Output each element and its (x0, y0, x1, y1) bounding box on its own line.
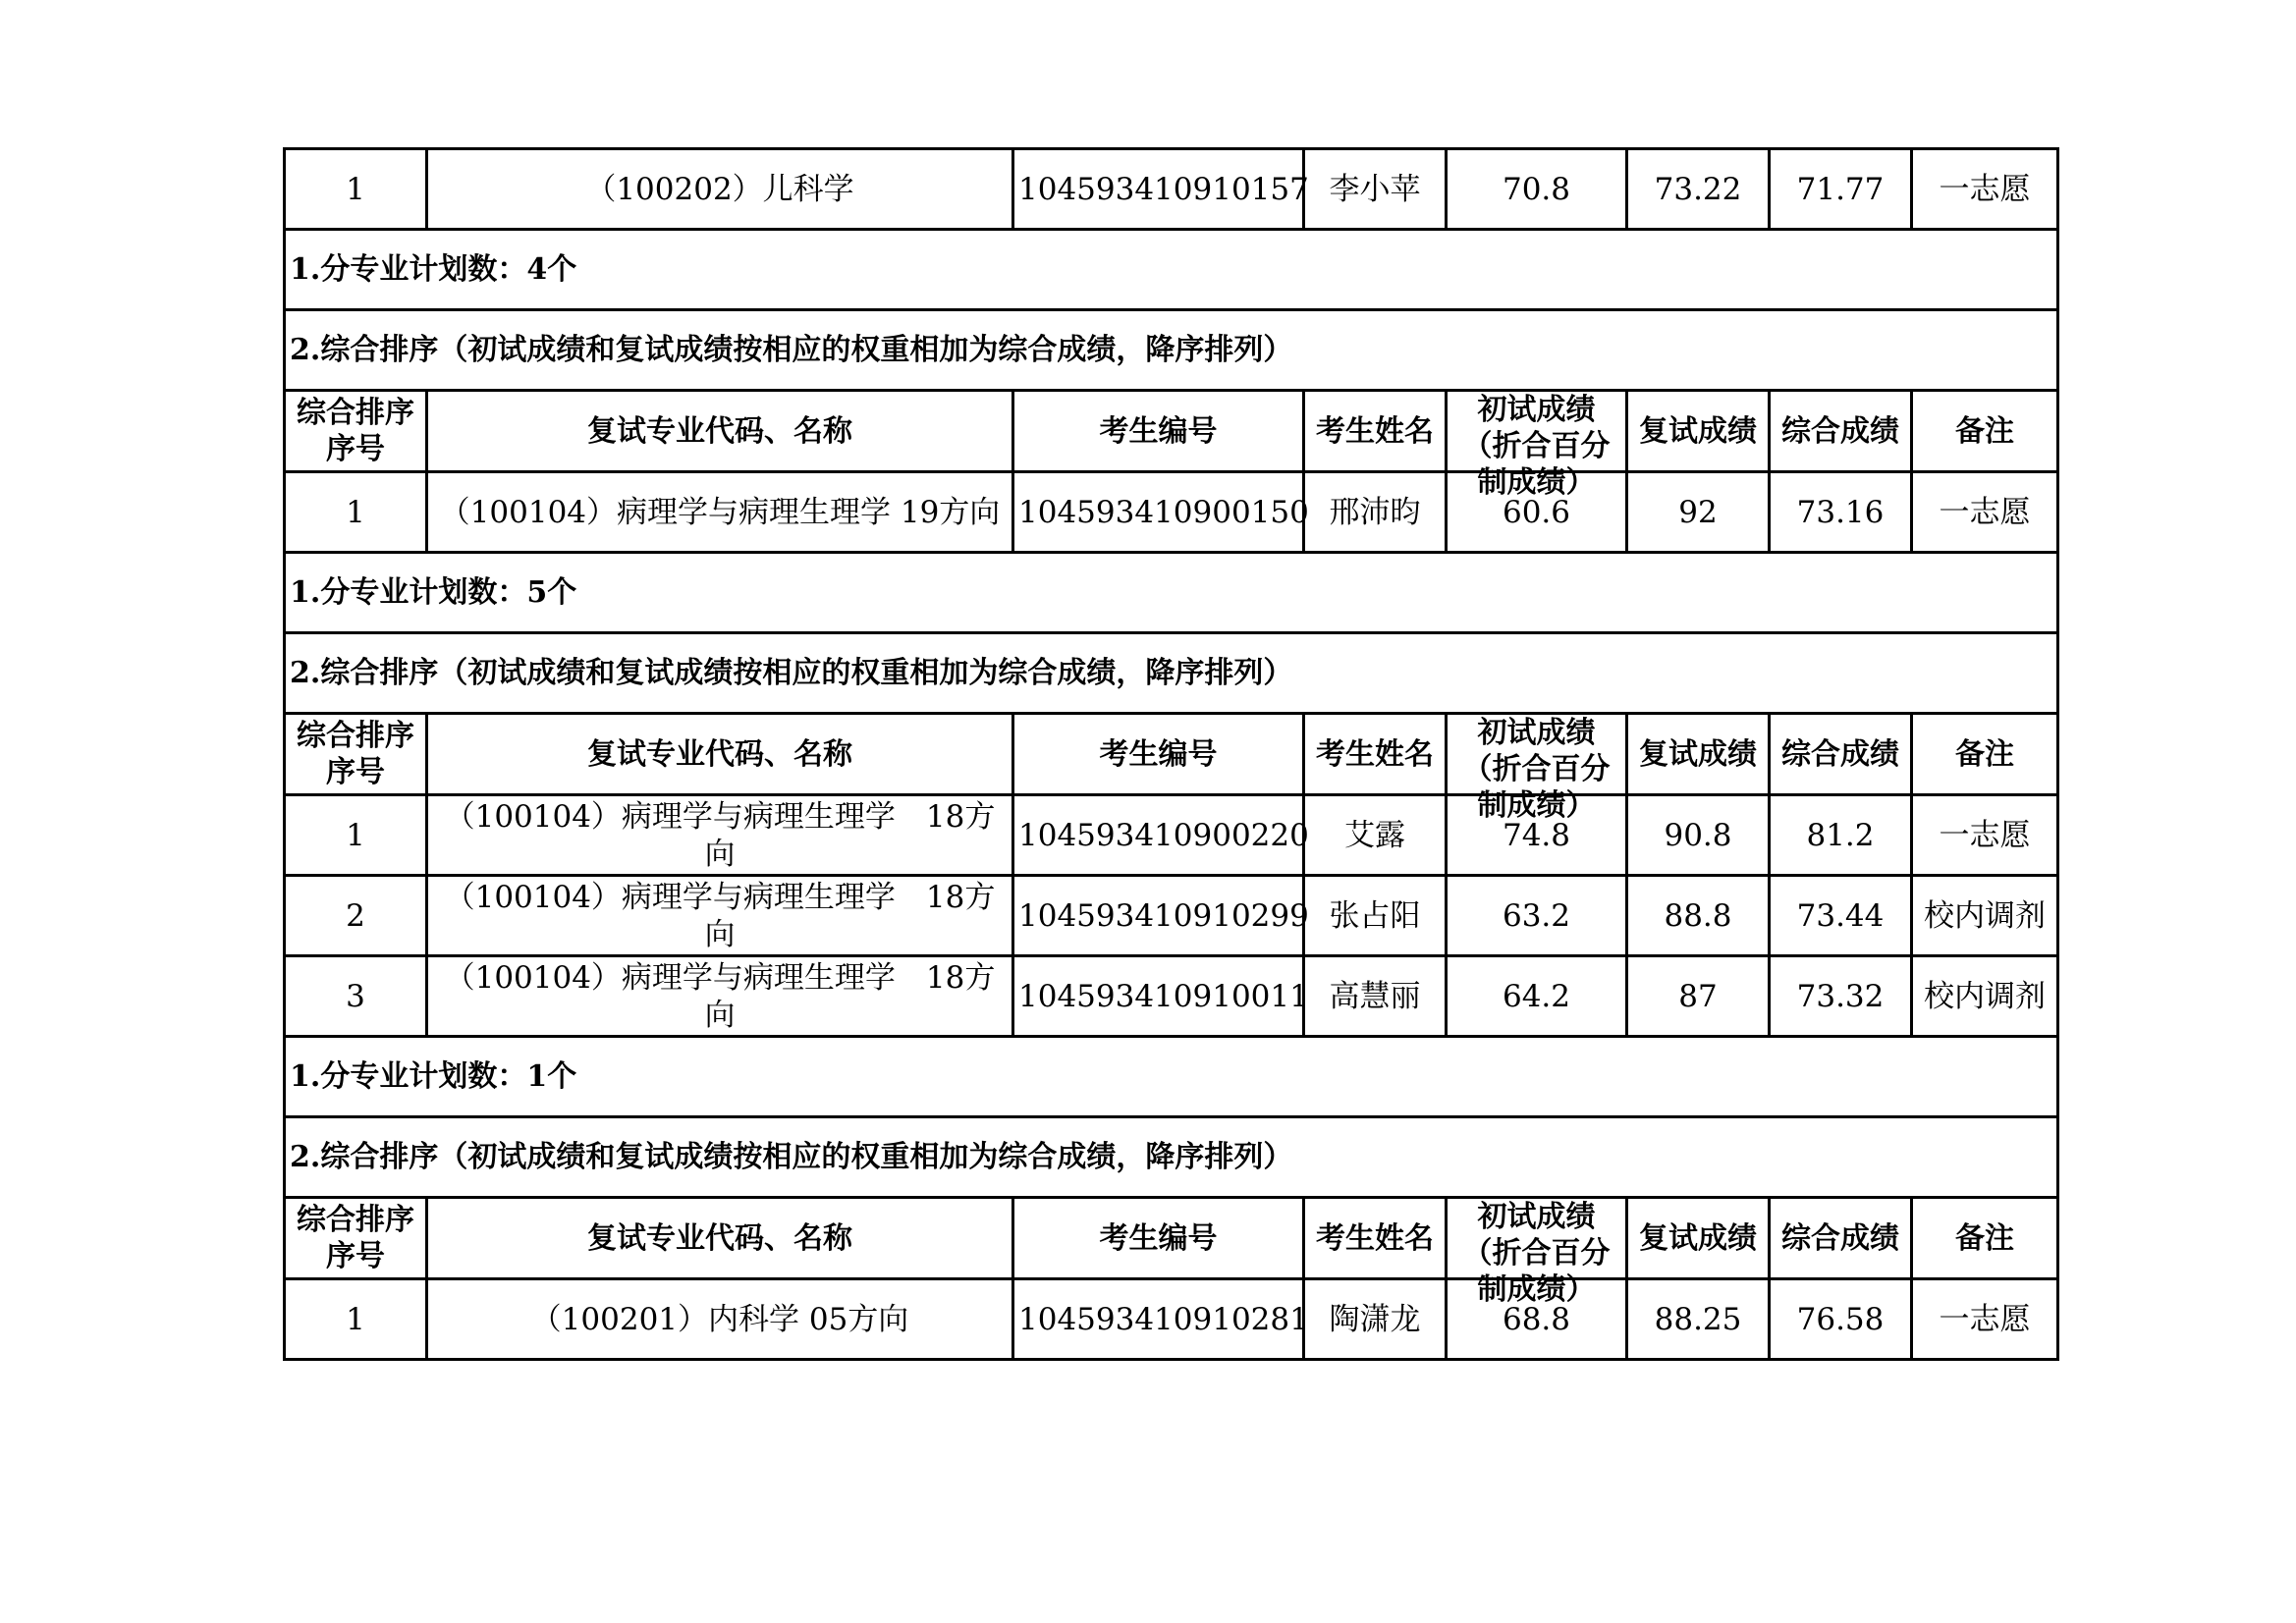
plan-count-note: 1.分专业计划数：5个 (285, 553, 2058, 633)
header-candidate-name-label: 考生姓名 (1316, 1220, 1434, 1256)
header-candidate-id (1013, 714, 1304, 795)
header-remark (1912, 1198, 2058, 1279)
remark-cell: 一志愿 (1912, 149, 2058, 230)
table-row (285, 149, 2058, 230)
sort-rule-note: 2.综合排序（初试成绩和复试成绩按相应的权重相加为综合成绩，降序排列） (285, 1117, 2058, 1198)
plan-count-note-row (285, 553, 2058, 633)
header-major (427, 1198, 1013, 1279)
initial-score-cell: 60.6 (1447, 472, 1627, 553)
major-cell: （100202）儿科学 (427, 149, 1013, 230)
plan-count-note: 1.分专业计划数：1个 (285, 1037, 2058, 1117)
header-candidate-name-label: 考生姓名 (1316, 736, 1434, 772)
header-remark-label: 备注 (1955, 736, 2014, 772)
initial-score-cell: 63.2 (1447, 876, 1627, 956)
header-initial-score (1447, 391, 1627, 500)
rank-cell: 1 (285, 795, 427, 876)
sort-rule-note: 2.综合排序（初试成绩和复试成绩按相应的权重相加为综合成绩，降序排列） (285, 633, 2058, 714)
header-major (427, 391, 1013, 472)
total-score-cell: 73.32 (1770, 956, 1912, 1037)
header-total-score (1770, 391, 1912, 472)
table-row (285, 472, 2058, 553)
retest-score-cell: 92 (1627, 472, 1770, 553)
candidate-id-cell: 104593410910157 (1013, 149, 1304, 230)
header-major (427, 714, 1013, 795)
candidate-id-cell: 104593410910299 (1013, 876, 1304, 956)
major-cell: （100104）病理学与病理生理学 18方向 (427, 795, 1013, 876)
header-candidate-id-label: 考生编号 (1099, 736, 1218, 772)
remark-cell: 校内调剂 (1912, 876, 2058, 956)
header-major-label: 复试专业代码、名称 (587, 1220, 852, 1256)
header-major-label: 复试专业代码、名称 (587, 413, 852, 449)
header-retest-score-label: 复试成绩 (1639, 1220, 1757, 1256)
initial-score-cell: 68.8 (1447, 1279, 1627, 1360)
table-row (285, 876, 2058, 956)
table-row (285, 795, 2058, 876)
header-remark (1912, 714, 2058, 795)
header-candidate-id (1013, 391, 1304, 472)
sort-rule-note-row (285, 310, 2058, 391)
header-initial-score-label: 初试成绩（折合百分制成绩） (1462, 393, 1611, 500)
major-cell: （100104）病理学与病理生理学 19方向 (427, 472, 1013, 553)
total-score-cell: 76.58 (1770, 1279, 1912, 1360)
rank-cell: 1 (285, 472, 427, 553)
retest-score-cell: 73.22 (1627, 149, 1770, 230)
header-rank-label: 综合排序序号 (297, 1203, 414, 1273)
admission-score-table (283, 147, 2059, 1361)
rank-cell: 3 (285, 956, 427, 1037)
sort-rule-note: 2.综合排序（初试成绩和复试成绩按相应的权重相加为综合成绩，降序排列） (285, 310, 2058, 391)
header-initial-score (1447, 714, 1627, 823)
header-candidate-id-label: 考生编号 (1099, 1220, 1218, 1256)
header-remark-label: 备注 (1955, 1220, 2014, 1256)
remark-cell: 校内调剂 (1912, 956, 2058, 1037)
plan-count-note-row (285, 230, 2058, 310)
header-rank (285, 391, 427, 472)
candidate-name-cell: 张占阳 (1304, 876, 1447, 956)
header-candidate-id (1013, 1198, 1304, 1279)
header-total-score-label: 综合成绩 (1781, 413, 1899, 449)
major-cell: （100104）病理学与病理生理学 18方向 (427, 956, 1013, 1037)
total-score-cell: 71.77 (1770, 149, 1912, 230)
header-remark (1912, 391, 2058, 472)
retest-score-cell: 88.8 (1627, 876, 1770, 956)
header-retest-score-label: 复试成绩 (1639, 736, 1757, 772)
header-initial-score (1447, 1198, 1627, 1307)
header-total-score (1770, 714, 1912, 795)
header-candidate-name (1304, 714, 1447, 795)
header-initial-score-label: 初试成绩（折合百分制成绩） (1462, 1200, 1611, 1307)
table-row (285, 1279, 2058, 1360)
retest-score-cell: 88.25 (1627, 1279, 1770, 1360)
initial-score-cell: 70.8 (1447, 149, 1627, 230)
rank-cell: 2 (285, 876, 427, 956)
header-retest-score-label: 复试成绩 (1639, 413, 1757, 449)
header-remark-label: 备注 (1955, 413, 2014, 449)
rank-cell: 1 (285, 1279, 427, 1360)
header-rank-label: 综合排序序号 (297, 719, 414, 789)
candidate-name-cell: 陶潇龙 (1304, 1279, 1447, 1360)
remark-cell: 一志愿 (1912, 795, 2058, 876)
remark-cell: 一志愿 (1912, 472, 2058, 553)
header-candidate-name (1304, 1198, 1447, 1279)
header-candidate-name-label: 考生姓名 (1316, 413, 1434, 449)
candidate-name-cell: 高慧丽 (1304, 956, 1447, 1037)
table-body (285, 149, 2058, 1360)
major-cell: （100104）病理学与病理生理学 18方向 (427, 876, 1013, 956)
candidate-id-cell: 104593410910011 (1013, 956, 1304, 1037)
table-row (285, 956, 2058, 1037)
candidate-id-cell: 104593410900220 (1013, 795, 1304, 876)
rank-cell: 1 (285, 149, 427, 230)
header-major-label: 复试专业代码、名称 (587, 736, 852, 772)
table-header-row (285, 714, 2058, 795)
candidate-id-cell: 104593410900150 (1013, 472, 1304, 553)
candidate-name-cell: 艾露 (1304, 795, 1447, 876)
retest-score-cell: 90.8 (1627, 795, 1770, 876)
sort-rule-note-row (285, 1117, 2058, 1198)
plan-count-note: 1.分专业计划数：4个 (285, 230, 2058, 310)
retest-score-cell: 87 (1627, 956, 1770, 1037)
header-retest-score (1627, 714, 1770, 795)
plan-count-note-row (285, 1037, 2058, 1117)
header-retest-score (1627, 1198, 1770, 1279)
table-header-row (285, 1198, 2058, 1279)
candidate-id-cell: 104593410910281 (1013, 1279, 1304, 1360)
major-cell: （100201）内科学 05方向 (427, 1279, 1013, 1360)
header-total-score-label: 综合成绩 (1781, 736, 1899, 772)
header-retest-score (1627, 391, 1770, 472)
header-initial-score-label: 初试成绩（折合百分制成绩） (1462, 716, 1611, 823)
header-total-score-label: 综合成绩 (1781, 1220, 1899, 1256)
candidate-name-cell: 李小苹 (1304, 149, 1447, 230)
remark-cell: 一志愿 (1912, 1279, 2058, 1360)
candidate-name-cell: 邢沛昀 (1304, 472, 1447, 553)
header-rank-label: 综合排序序号 (297, 396, 414, 466)
sort-rule-note-row (285, 633, 2058, 714)
table-header-row (285, 391, 2058, 472)
header-candidate-name (1304, 391, 1447, 472)
initial-score-cell: 74.8 (1447, 795, 1627, 876)
header-total-score (1770, 1198, 1912, 1279)
total-score-cell: 81.2 (1770, 795, 1912, 876)
header-candidate-id-label: 考生编号 (1099, 413, 1218, 449)
header-rank (285, 714, 427, 795)
header-rank (285, 1198, 427, 1279)
total-score-cell: 73.16 (1770, 472, 1912, 553)
initial-score-cell: 64.2 (1447, 956, 1627, 1037)
total-score-cell: 73.44 (1770, 876, 1912, 956)
